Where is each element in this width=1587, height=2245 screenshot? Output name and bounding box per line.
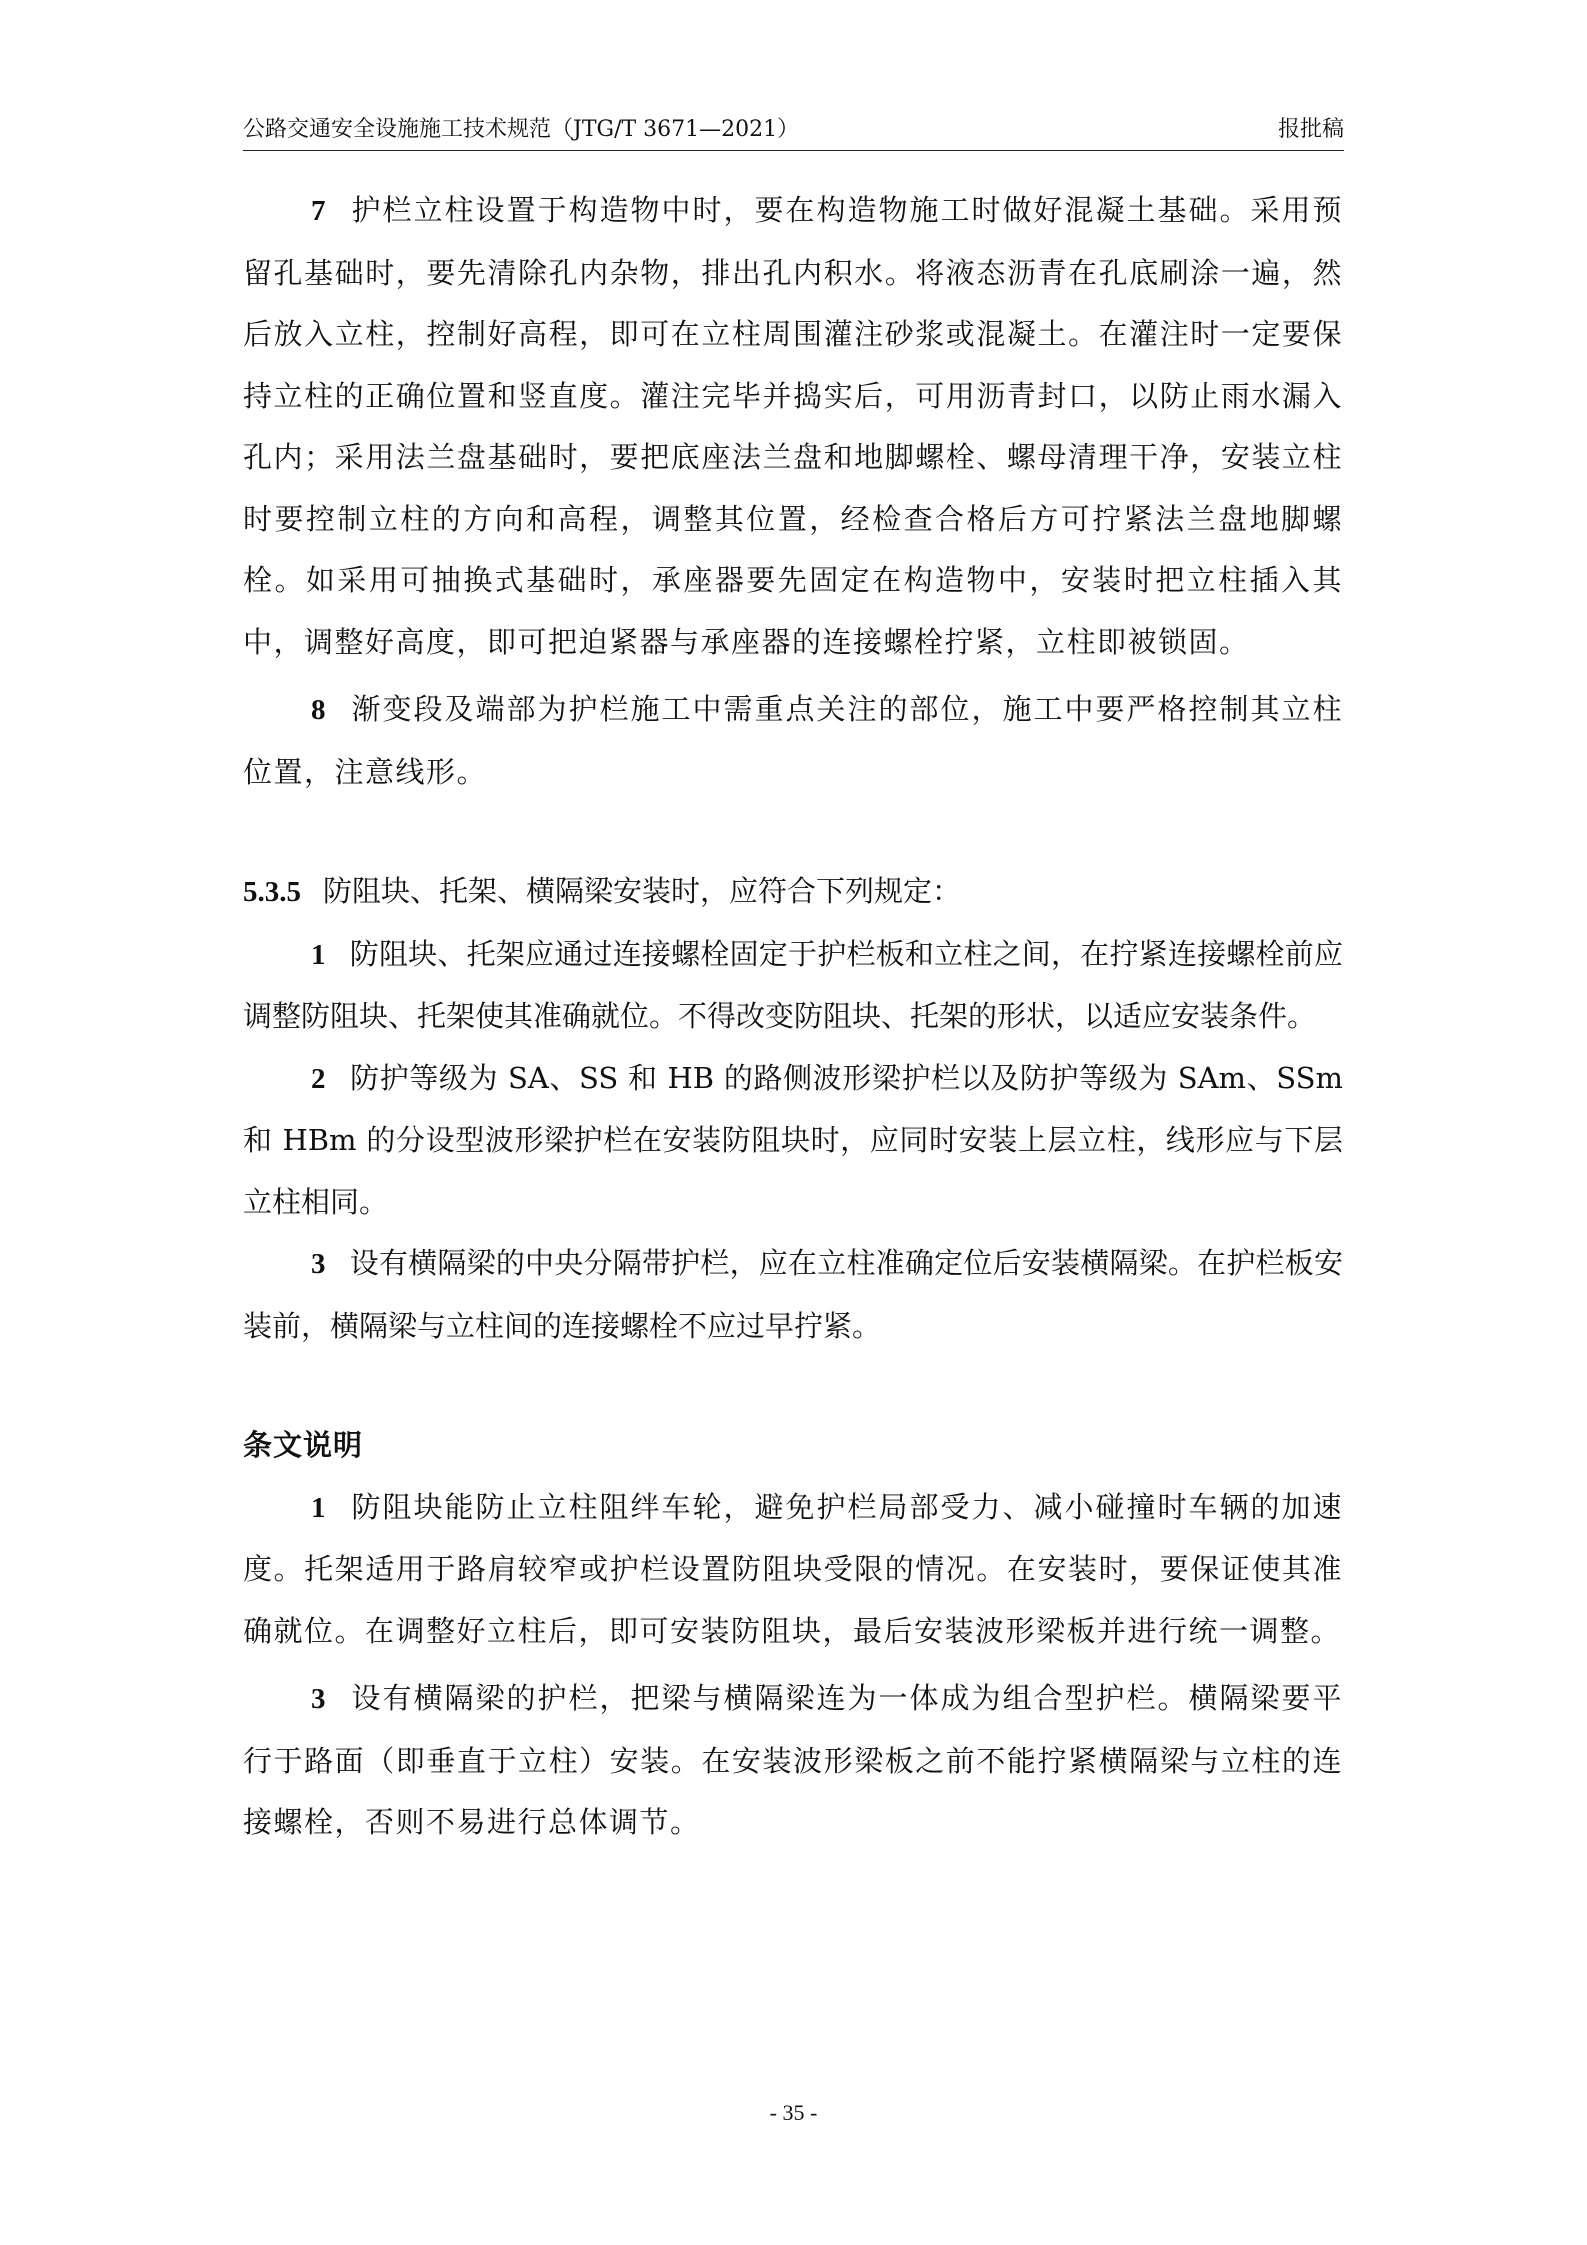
item-number: 1 bbox=[311, 938, 326, 971]
item-number: 8 bbox=[311, 694, 327, 726]
item-text: 渐变段及端部为护栏施工中需重点关注的部位，施工中要严格控制其立柱位置，注意线形。 bbox=[243, 692, 1343, 789]
explanation-item-8 bbox=[243, 679, 1343, 803]
clause-item-1 bbox=[243, 924, 1343, 1048]
explanation-item-3 bbox=[243, 1668, 1343, 1854]
item-text: 设有横隔梁的中央分隔带护栏，应在立柱准确定位后安装横隔梁。在护栏板安装前，横隔梁与立柱间的连接螺栓不应过早拧紧。 bbox=[243, 1246, 1343, 1343]
item-text: 防阻块能防止立柱阻绊车轮，避免护栏局部受力、减小碰撞时车辆的加速度。托架适用于路肩较窄或护栏设置防阻块受限的情况。在安装时，要保证使其准确就位。在调整好立柱后，即可安装防阻块，最后安装波形梁板并进行统一调整。 bbox=[243, 1489, 1343, 1648]
item-number: 3 bbox=[311, 1683, 327, 1715]
clause-item-3 bbox=[243, 1233, 1343, 1357]
item-number: 7 bbox=[311, 195, 327, 227]
explanation-item-1 bbox=[243, 1477, 1343, 1663]
clause-number: 5.3.5 bbox=[243, 876, 301, 908]
item-text: 设有横隔梁的护栏，把梁与横隔梁连为一体成为组合型护栏。横隔梁要平行于路面（即垂直于立柱）安装。在安装波形梁板之前不能拧紧横隔梁与立柱的连接螺栓，否则不易进行总体调节。 bbox=[243, 1681, 1343, 1839]
item-text: 防护等级为 SA、SS 和 HB 的路侧波形梁护栏以及防护等级为 SAm、SSm 和 HBm 的分设型波形梁护栏在安装防阻块时，应同时安装上层立柱，线形应与下层立柱相同。 bbox=[243, 1060, 1343, 1219]
clause-heading bbox=[243, 861, 1343, 924]
explanation-item-7 bbox=[243, 180, 1343, 673]
document-title: 公路交通安全设施施工技术规范（JTG/T 3671—2021） bbox=[243, 117, 800, 142]
item-number: 3 bbox=[311, 1248, 326, 1280]
item-number: 1 bbox=[311, 1491, 327, 1524]
page-content bbox=[243, 180, 1343, 1854]
page-header bbox=[243, 104, 1344, 151]
page-number: - 35 - bbox=[769, 2100, 818, 2125]
item-text: 护栏立柱设置于构造物中时，要在构造物施工时做好混凝土基础。采用预留孔基础时，要先清除孔内杂物，排出孔内积水。将液态沥青在孔底刷涂一遍，然后放入立柱，控制好高程，即可在立柱周围灌注砂浆或混凝土。在灌注时一定要保持立柱的正确位置和竖直度。灌注完毕并捣实后，可用沥青封口，以防止雨水漏入孔内；采用法兰盘基础时，要把底座法兰盘和地脚螺栓、螺母清理干净，安装立柱时要控制立柱的方向和高程，调整其位置，经检查合格后方可拧紧法兰盘地脚螺栓。如采用可抽换式基础时，承座器要先固定在构造物中，安装时把立柱插入其中，调整好高度，即可把迫紧器与承座器的连接螺栓拧紧，立柱即被锁固。 bbox=[243, 193, 1343, 659]
explanation-heading: 条文说明 bbox=[243, 1428, 364, 1462]
clause-title: 防阻块、托架、横隔梁安装时，应符合下列规定： bbox=[323, 874, 962, 908]
draft-status: 报批稿 bbox=[1277, 117, 1344, 142]
clause-item-2 bbox=[243, 1048, 1343, 1234]
item-text: 防阻块、托架应通过连接螺栓固定于护栏板和立柱之间，在拧紧连接螺栓前应调整防阻块、托架使其准确就位。不得改变防阻块、托架的形状，以适应安装条件。 bbox=[243, 936, 1343, 1033]
item-number: 2 bbox=[311, 1062, 326, 1095]
